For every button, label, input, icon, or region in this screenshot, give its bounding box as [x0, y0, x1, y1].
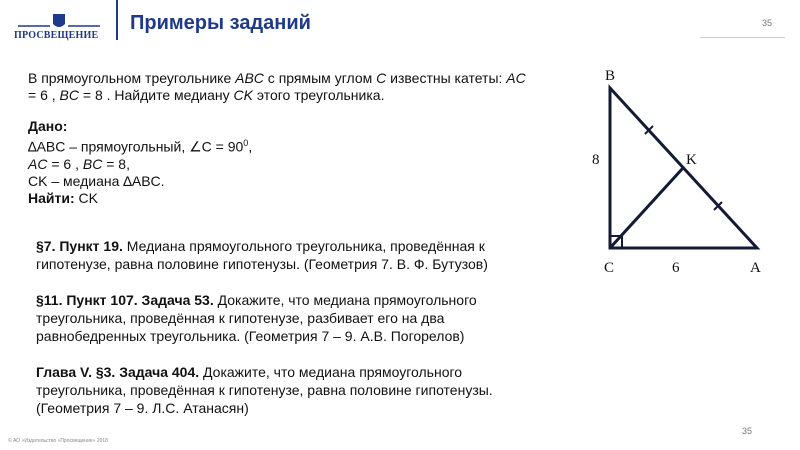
footer-page-number: 35 — [742, 426, 753, 436]
vertex-label-b: B — [605, 68, 616, 84]
reference-1: §7. Пункт 19. Медиана прямоугольного треугольника, проведённая к гипотенузе, равна половине гипотенузы. (Геометрия 7. В. Ф. Бутузов) — [36, 238, 488, 272]
point-label-k: K — [686, 152, 697, 168]
copyright: © АО «Издательство «Просвещение» 2018 — [8, 438, 108, 444]
header-divider — [116, 0, 118, 40]
given-block: Дано: ∆ABC – прямоугольный, ∠C = $90^0$, AC = 6 , BC = 8, CK – медиана ∆ABC. Найти: CK — [28, 118, 253, 206]
logo-emblem-icon — [14, 8, 104, 32]
triangle-figure — [580, 60, 780, 280]
vertex-label-c: C — [604, 260, 615, 276]
reference-2: §11. Пункт 107. Задача 53. Докажите, что медиана прямоугольного треугольника, проведённая к гипотенузе, разбивает его на два равнобедренных треугольника. (Геометрия 7 – 9. А.В. Погорелов) — [36, 292, 477, 344]
header-rule — [700, 37, 785, 38]
page-title: Примеры заданий — [130, 12, 311, 34]
vertex-label-a: A — [750, 260, 761, 276]
side-label-ca: 6 — [672, 260, 680, 276]
header-page-number: 35 — [762, 18, 773, 28]
problem-statement: В прямоугольном треугольнике ABC с прямым углом C известны катеты: AC = 6 , BC = 8 . Найдите медиану CK этого треугольника. — [28, 70, 526, 103]
side-label-bc: 8 — [592, 152, 600, 168]
reference-3: Глава V. §3. Задача 404. Докажите, что медиана прямоугольного треугольника, проведённая к гипотенузе, равна половине гипотенузы. (Геометрия 7 – 9. Л.С. Атанасян) — [36, 364, 493, 416]
logo-text: ПРОСВЕЩЕНИЕ — [14, 30, 99, 41]
